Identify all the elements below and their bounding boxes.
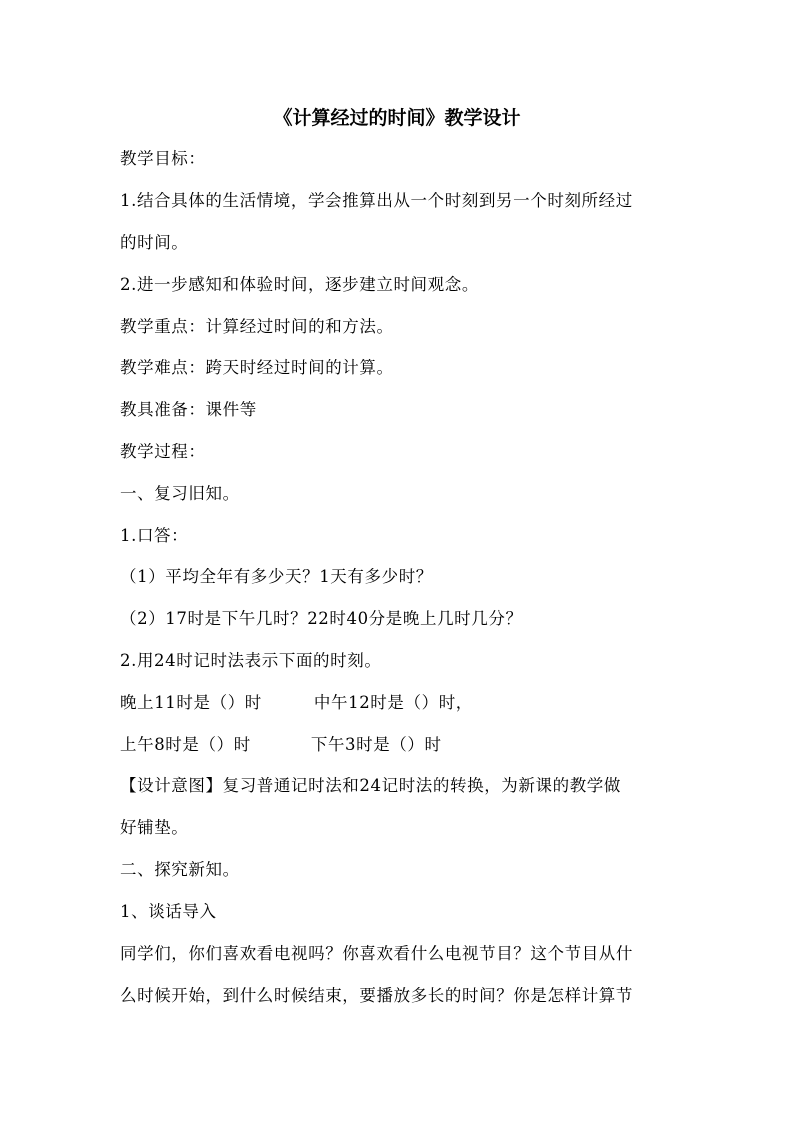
- difficult-points: 教学难点：跨天时经过时间的计算。: [120, 358, 394, 377]
- document-title: 《计算经过的时间》教学设计: [273, 107, 521, 129]
- key-points: 教学重点：计算经过时间的和方法。: [120, 317, 394, 336]
- objective-2: 2.进一步感知和体验时间，逐步建立时间观念。: [120, 275, 479, 294]
- exercise-item-morning-8: 上午8时是（）时: [120, 735, 251, 754]
- section-heading-objectives: 教学目标：: [120, 149, 206, 168]
- objective-1-line-1: 1.结合具体的生活情境，学会推算出从一个时刻到另一个时刻所经过: [120, 191, 633, 210]
- question-2: （2）17时是下午几时？22时40分是晚上几时几分？: [120, 609, 523, 628]
- intro-paragraph-line-1: 同学们，你们喜欢看电视吗？你喜欢看什么电视节目？这个节目从什: [120, 944, 633, 963]
- objective-1-line-2: 的时间。: [120, 233, 189, 252]
- teaching-aids: 教具准备：课件等: [120, 400, 257, 419]
- intro-paragraph-line-2: 么时候开始，到什么时候结束，要播放多长的时间？你是怎样计算节: [120, 986, 633, 1005]
- question-1: （1）平均全年有多少天？1天有多少时？: [120, 567, 433, 586]
- exercise-heading: 2.用24时记时法表示下面的时刻。: [120, 651, 382, 670]
- talk-intro-heading: 1、谈话导入: [120, 902, 217, 921]
- exercise-row-2: [120, 733, 680, 757]
- design-intent-line-1: 【设计意图】复习普通记时法和24记时法的转换，为新课的教学做: [120, 776, 621, 795]
- step-explore: 二、探究新知。: [120, 860, 240, 879]
- exercise-row-1: [120, 691, 680, 715]
- oral-answer-heading: 1.口答：: [120, 526, 189, 545]
- design-intent-line-2: 好铺垫。: [120, 818, 189, 837]
- step-review: 一、复习旧知。: [120, 484, 240, 503]
- exercise-item-night-11: 晚上11时是（）时: [120, 693, 262, 712]
- exercise-item-afternoon-3: 下午3时是（）时: [310, 735, 442, 754]
- exercise-item-noon-12: 中午12时是（）时，: [313, 693, 473, 712]
- section-heading-process: 教学过程：: [120, 442, 206, 461]
